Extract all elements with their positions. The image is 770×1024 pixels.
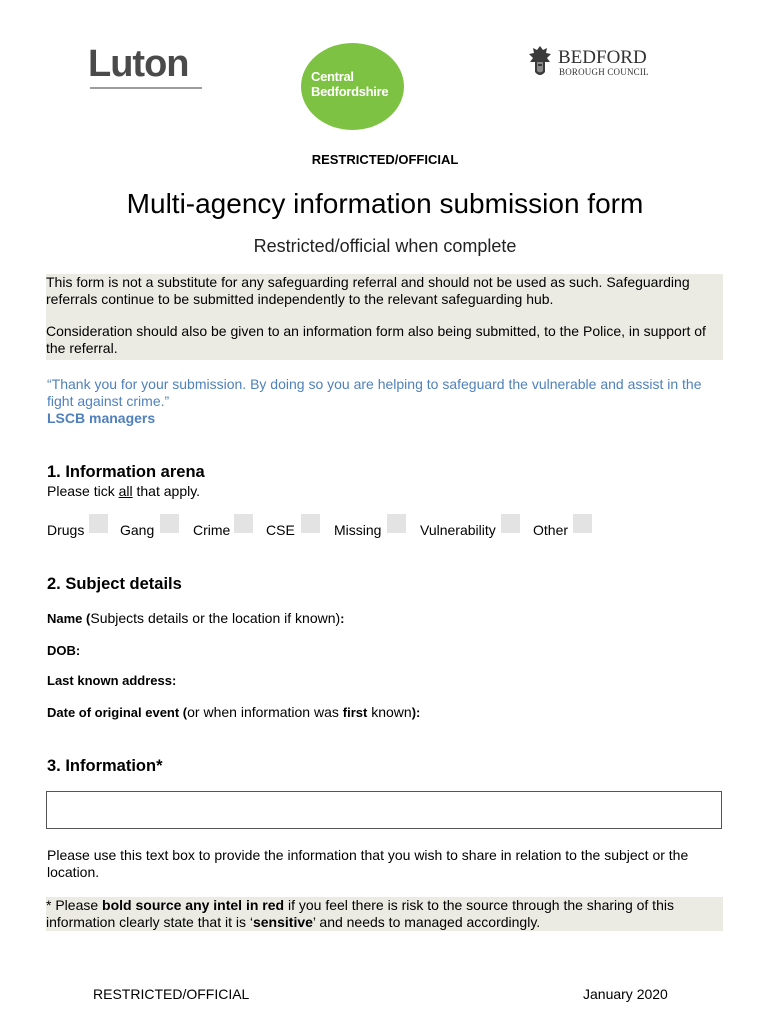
notice-paragraph-1: This form is not a substitute for any safeguarding referral and should not be used as such. Safeguarding referrals continue to be submitted independently to the relevant safeguarding hub. — [46, 274, 690, 307]
information-input[interactable] — [47, 792, 721, 828]
central-bedfordshire-logo — [301, 43, 404, 130]
checkbox-label-other: Other — [533, 522, 569, 538]
dob-label: DOB: — [47, 643, 81, 658]
tick-instruction-emph: all — [118, 483, 133, 499]
central-bedfordshire-logo-text — [311, 69, 388, 99]
section-3-heading: 3. Information* — [47, 757, 163, 775]
checkbox-label-missing: Missing — [334, 522, 382, 538]
checkbox-label-drugs: Drugs — [47, 522, 85, 538]
bedford-logo-subtitle: BOROUGH COUNCIL — [559, 67, 649, 77]
date-hint-1: or when information was — [187, 704, 343, 720]
luton-logo-text: Luton — [88, 43, 189, 85]
section-2-heading: 2. Subject details — [47, 575, 182, 593]
date-field-label — [47, 704, 420, 720]
warning-mid: if you feel there is risk to the source through the sharing of this information clearly state that it is ‘ — [46, 897, 674, 930]
quote-text: “Thank you for your submission. By doing so you are helping to safeguard the vulnerable and assist in the fight against crime.” — [47, 376, 702, 409]
notice-paragraph-2: Consideration should also be given to an information form also being submitted, to the Police, in support of the referral. — [46, 323, 706, 356]
checkbox-cse[interactable] — [301, 514, 320, 533]
warning-pre: * Please — [46, 897, 103, 913]
information-help-text: Please use this text box to provide the information that you wish to share in relation to the subject or the location. — [47, 847, 689, 880]
bedford-logo-title: BEDFORD — [558, 47, 647, 68]
date-label: Date of original event ( — [47, 705, 188, 720]
tick-instruction — [47, 483, 200, 499]
address-field-label — [47, 672, 176, 688]
dob-field-label — [47, 642, 80, 658]
checkbox-drugs[interactable] — [89, 514, 108, 533]
checkbox-vulnerability[interactable] — [501, 514, 520, 533]
central-bedfordshire-line1: Central — [311, 69, 354, 84]
luton-logo-underline — [90, 87, 202, 89]
date-close: ): — [411, 705, 421, 720]
section-1-heading: 1. Information arena — [47, 463, 205, 481]
checkbox-missing[interactable] — [387, 514, 406, 533]
luton-logo — [88, 44, 204, 94]
classification-header: RESTRICTED/OFFICIAL — [311, 152, 459, 167]
checkbox-gang[interactable] — [160, 514, 179, 533]
source-warning-box — [46, 897, 723, 931]
checkbox-label-gang: Gang — [120, 522, 155, 538]
address-label: Last known address: — [47, 673, 177, 688]
page-title: Multi-agency information submission form — [126, 188, 644, 219]
notice-box — [46, 274, 723, 360]
name-field-label — [47, 610, 345, 626]
footer-date: January 2020 — [583, 986, 668, 1002]
name-colon: : — [340, 611, 345, 626]
date-hint-bold: first — [342, 705, 368, 720]
tick-instruction-post: that apply. — [132, 483, 201, 499]
warning-bold-2: sensitive — [252, 913, 313, 930]
information-text-box[interactable] — [46, 791, 722, 829]
checkbox-label-cse: CSE — [266, 522, 295, 538]
central-bedfordshire-line2: Bedfordshire — [311, 84, 389, 99]
checkbox-label-vulnerability: Vulnerability — [420, 522, 496, 538]
warning-post: ’ and needs to managed accordingly. — [312, 913, 541, 930]
warning-bold-1: bold source any intel in red — [102, 897, 285, 913]
checkbox-label-crime: Crime — [193, 522, 231, 538]
footer-classification: RESTRICTED/OFFICIAL — [93, 986, 250, 1002]
checkbox-other[interactable] — [573, 514, 592, 533]
tick-instruction-pre: Please tick — [47, 483, 119, 499]
checkbox-crime[interactable] — [234, 514, 253, 533]
name-hint: Subjects details or the location if known) — [90, 610, 341, 626]
information-arena-checkboxes — [47, 514, 607, 540]
bedford-borough-logo — [525, 44, 665, 84]
date-hint-2: known — [367, 704, 412, 720]
bedford-crest-icon — [525, 44, 555, 80]
page-subtitle: Restricted/official when complete — [253, 236, 517, 256]
quote-source: LSCB managers — [47, 410, 156, 426]
name-label: Name ( — [47, 611, 91, 626]
